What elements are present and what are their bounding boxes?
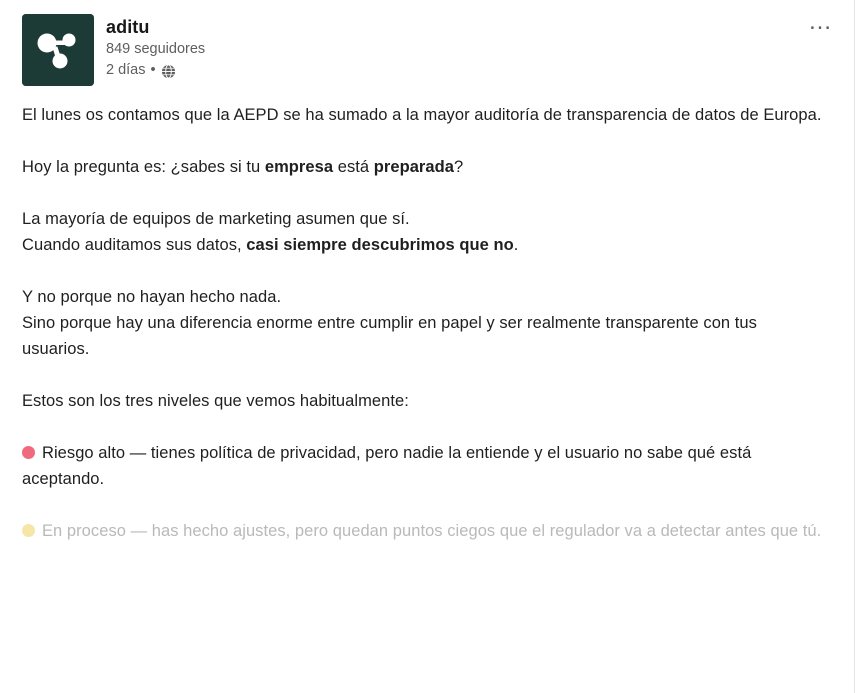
red-circle-icon (22, 446, 35, 459)
p2-bold-empresa: empresa (264, 158, 334, 176)
aditu-logo-icon (22, 14, 94, 86)
author-block (106, 14, 205, 80)
right-divider (854, 0, 855, 693)
p3-bold-descubrimos: casi siempre descubrimos que no (246, 236, 514, 254)
post-header (22, 8, 842, 86)
content-fade-overlay (0, 615, 854, 693)
p2-text-c: está (333, 158, 374, 176)
post-paragraph-1: El lunes os contamos que la AEPD se ha sumado a la mayor auditoría de transparencia de datos de Europa. (22, 106, 822, 124)
p2-text-a: Hoy la pregunta es: ¿sabes si tu (22, 158, 265, 176)
author-name[interactable]: aditu (106, 17, 150, 37)
post-content (22, 102, 842, 544)
meta-separator: • (150, 62, 156, 78)
p4-line-1: Y no porque no hayan hecho nada. (22, 288, 282, 306)
post-paragraph-5: Estos son los tres niveles que vemos habitualmente: (22, 392, 409, 410)
avatar[interactable] (22, 14, 94, 86)
more-options-icon[interactable]: … (808, 8, 834, 35)
risk-level-progress-text: En proceso — has hecho ajustes, pero quedan puntos ciegos que el regulador va a detectar antes que tú. (42, 522, 822, 540)
post-paragraph-2 (22, 154, 822, 180)
author-followers: 849 seguidores (106, 41, 206, 57)
p2-bold-preparada: preparada (373, 158, 454, 176)
p4-line-2: Sino porque hay una diferencia enorme entre cumplir en papel y ser realmente transparente con tus usuarios. (22, 314, 757, 358)
p3-line-2-c: . (513, 236, 519, 254)
yellow-circle-icon (22, 524, 35, 537)
post-paragraph-4 (22, 284, 822, 362)
p2-text-e: ? (454, 158, 464, 176)
risk-level-item-progress (22, 518, 822, 544)
p3-line-1: La mayoría de equipos de marketing asumen que sí. (22, 210, 410, 228)
post-meta (106, 60, 205, 80)
globe-icon (161, 64, 176, 79)
risk-level-item-high (22, 440, 822, 492)
risk-level-high-text: Riesgo alto — tienes política de privacidad, pero nadie la entiende y el usuario no sabe qué está aceptando. (22, 444, 752, 488)
post-paragraph-3 (22, 206, 822, 258)
post-time: 2 días (106, 62, 146, 78)
p3-line-2-a: Cuando auditamos sus datos, (22, 236, 247, 254)
